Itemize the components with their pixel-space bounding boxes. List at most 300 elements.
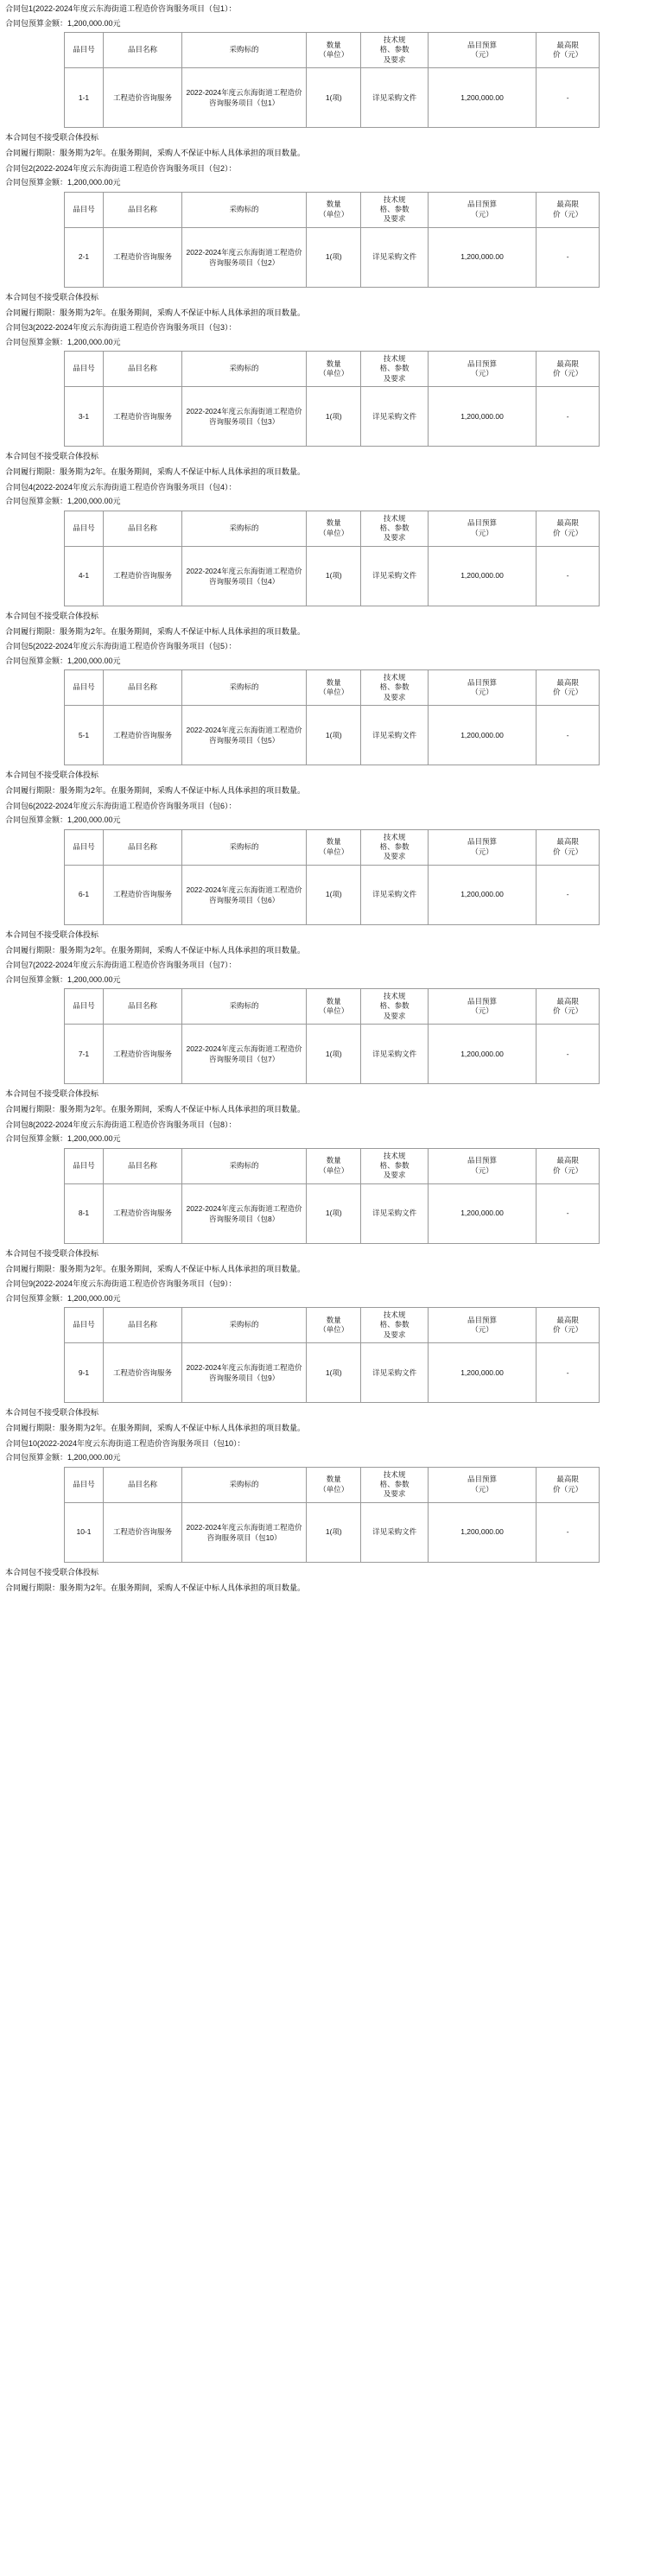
- cell-item-name: 工程造价咨询服务: [103, 706, 181, 765]
- col-subject: 采购标的: [182, 670, 307, 706]
- note-joint-bid: 本合同包不接受联合体投标: [5, 930, 99, 939]
- package-budget: 合同包预算金额：1,200,000.00元: [5, 815, 121, 824]
- col-cap: [537, 511, 600, 546]
- col-spec-l2: 格、参数: [379, 45, 410, 54]
- col-spec-l2: 格、参数: [379, 1001, 410, 1011]
- cell-item-no: 10-1: [65, 1502, 104, 1562]
- col-budget-l1: 品目预算: [467, 200, 498, 209]
- cell-cap: -: [537, 227, 600, 287]
- col-quantity-l1: 数量: [326, 358, 341, 368]
- cell-item-name: 工程造价咨询服务: [103, 387, 181, 447]
- cell-spec: 详见采购文件: [361, 1343, 428, 1403]
- col-item-no: 品目号: [65, 829, 104, 865]
- goods-table: [64, 1307, 600, 1403]
- col-budget-l2: （元）: [471, 528, 493, 537]
- cell-budget: 1,200,000.00: [428, 1502, 537, 1562]
- package-title: 合同包9(2022-2024年度云东海街道工程造价咨询服务项目（包9）：: [5, 1279, 237, 1288]
- goods-table: [64, 511, 600, 606]
- col-spec: [361, 670, 428, 706]
- col-quantity-l2: （单位）: [319, 1325, 349, 1335]
- cell-spec: 详见采购文件: [361, 387, 428, 447]
- table-header-row: [65, 989, 600, 1025]
- col-budget: [428, 989, 537, 1025]
- col-item-name: 品目名称: [103, 352, 181, 387]
- note-duration: 合同履行期限：服务期为2年。在服务期间，采购人不保证中标人具体承担的项目数量。: [5, 786, 306, 796]
- package-block: [5, 960, 649, 1116]
- cell-subject: [182, 1343, 307, 1403]
- col-cap-l2: 价（元）: [553, 50, 583, 60]
- col-spec-l3: 及要求: [383, 533, 406, 542]
- col-cap-l1: 最高限: [556, 518, 579, 528]
- col-item-name: 品目名称: [103, 670, 181, 706]
- cell-item-name: 工程造价咨询服务: [103, 1183, 181, 1243]
- goods-table: [64, 669, 600, 765]
- col-quantity-l2: （单位）: [319, 209, 349, 219]
- cell-item-name: 工程造价咨询服务: [103, 68, 181, 128]
- col-budget-l2: （元）: [471, 1325, 493, 1335]
- col-subject: 采购标的: [182, 1467, 307, 1502]
- cell-quantity: 1(项): [307, 706, 361, 765]
- cell-subject-text: 2022-2024年度云东海街道工程造价咨询服务项目（包3）: [186, 407, 302, 427]
- col-budget: [428, 33, 537, 68]
- col-quantity-l1: 数量: [326, 200, 341, 209]
- cell-subject: [182, 706, 307, 765]
- cell-quantity: 1(项): [307, 1343, 361, 1403]
- package-budget: 合同包预算金额：1,200,000.00元: [5, 18, 121, 28]
- col-budget: [428, 1467, 537, 1502]
- note-duration: 合同履行期限：服务期为2年。在服务期间，采购人不保证中标人具体承担的项目数量。: [5, 945, 306, 955]
- col-budget-l2: （元）: [471, 1484, 493, 1494]
- col-quantity-l2: （单位）: [319, 1165, 349, 1175]
- cell-subject: [182, 387, 307, 447]
- col-spec-l3: 及要求: [383, 1011, 406, 1020]
- cell-item-name: 工程造价咨询服务: [103, 546, 181, 606]
- col-cap-l2: 价（元）: [553, 369, 583, 378]
- package-block: [5, 1438, 649, 1595]
- col-item-name: 品目名称: [103, 1467, 181, 1502]
- col-cap: [537, 1308, 600, 1343]
- col-item-name: 品目名称: [103, 511, 181, 546]
- col-budget-l1: 品目预算: [467, 358, 498, 368]
- table-row: [65, 1183, 600, 1243]
- col-quantity: [307, 352, 361, 387]
- col-item-no: 品目号: [65, 1308, 104, 1343]
- col-budget-l1: 品目预算: [467, 837, 498, 847]
- note-joint-bid: 本合同包不接受联合体投标: [5, 1567, 99, 1577]
- cell-spec: 详见采购文件: [361, 227, 428, 287]
- col-budget: [428, 352, 537, 387]
- col-cap: [537, 33, 600, 68]
- note-joint-bid: 本合同包不接受联合体投标: [5, 611, 99, 620]
- table-header-row: [65, 1308, 600, 1343]
- cell-cap: -: [537, 1343, 600, 1403]
- cell-quantity: 1(项): [307, 68, 361, 128]
- cell-budget: 1,200,000.00: [428, 546, 537, 606]
- col-spec-l2: 格、参数: [379, 1320, 410, 1329]
- note-duration: 合同履行期限：服务期为2年。在服务期间，采购人不保证中标人具体承担的项目数量。: [5, 1424, 306, 1433]
- col-cap: [537, 192, 600, 227]
- goods-table: [64, 1467, 600, 1563]
- col-quantity-l2: （单位）: [319, 369, 349, 378]
- col-spec-l1: 技术规: [383, 513, 406, 523]
- package-title: 合同包2(2022-2024年度云东海街道工程造价咨询服务项目（包2）：: [5, 163, 237, 173]
- cell-subject-text: 2022-2024年度云东海街道工程造价咨询服务项目（包7）: [186, 1044, 302, 1064]
- table-row: [65, 387, 600, 447]
- cell-item-no: 4-1: [65, 546, 104, 606]
- table-header-row: [65, 352, 600, 387]
- col-cap-l2: 价（元）: [553, 688, 583, 697]
- col-cap: [537, 1467, 600, 1502]
- cell-subject-text: 2022-2024年度云东海街道工程造价咨询服务项目（包5）: [186, 726, 302, 746]
- col-cap-l1: 最高限: [556, 677, 579, 687]
- col-cap-l2: 价（元）: [553, 209, 583, 219]
- cell-cap: -: [537, 387, 600, 447]
- cell-item-name: 工程造价咨询服务: [103, 1025, 181, 1084]
- col-budget-l1: 品目预算: [467, 677, 498, 687]
- col-spec-l2: 格、参数: [379, 1479, 410, 1488]
- col-item-no: 品目号: [65, 1467, 104, 1502]
- col-subject: 采购标的: [182, 1148, 307, 1183]
- cell-cap: -: [537, 1502, 600, 1562]
- cell-cap: -: [537, 1025, 600, 1084]
- col-item-name: 品目名称: [103, 192, 181, 227]
- col-spec-l1: 技术规: [383, 35, 406, 44]
- col-quantity-l2: （单位）: [319, 528, 349, 537]
- package-budget: 合同包预算金额：1,200,000.00元: [5, 178, 121, 187]
- cell-quantity: 1(项): [307, 546, 361, 606]
- table-row: [65, 1502, 600, 1562]
- note-joint-bid: 本合同包不接受联合体投标: [5, 1248, 99, 1258]
- cell-subject-text: 2022-2024年度云东海街道工程造价咨询服务项目（包8）: [186, 1203, 302, 1223]
- col-item-no: 品目号: [65, 989, 104, 1025]
- note-duration: 合同履行期限：服务期为2年。在服务期间，采购人不保证中标人具体承担的项目数量。: [5, 1583, 306, 1592]
- col-cap-l1: 最高限: [556, 1475, 579, 1484]
- note-duration: 合同履行期限：服务期为2年。在服务期间，采购人不保证中标人具体承担的项目数量。: [5, 626, 306, 636]
- cell-item-no: 2-1: [65, 227, 104, 287]
- col-cap-l1: 最高限: [556, 200, 579, 209]
- col-spec-l3: 及要求: [383, 54, 406, 64]
- col-budget: [428, 511, 537, 546]
- table-header-row: [65, 192, 600, 227]
- col-subject: 采购标的: [182, 192, 307, 227]
- table-header-row: [65, 511, 600, 546]
- col-item-name: 品目名称: [103, 829, 181, 865]
- col-quantity: [307, 1148, 361, 1183]
- col-item-no: [65, 33, 104, 68]
- col-spec-l3: 及要求: [383, 692, 406, 701]
- col-budget-l1: 品目预算: [467, 996, 498, 1006]
- col-item-name: 品目名称: [103, 989, 181, 1025]
- col-spec-l1: 技术规: [383, 673, 406, 682]
- col-subject: 采购标的: [182, 989, 307, 1025]
- package-block: [5, 482, 649, 638]
- cell-cap: -: [537, 1183, 600, 1243]
- package-title: 合同包10(2022-2024年度云东海街道工程造价咨询服务项目（包10）：: [5, 1438, 245, 1448]
- col-spec-l1: 技术规: [383, 1469, 406, 1479]
- col-cap-l1: 最高限: [556, 40, 579, 49]
- package-budget: 合同包预算金额：1,200,000.00元: [5, 656, 121, 665]
- goods-table: [64, 192, 600, 288]
- cell-item-no: 5-1: [65, 706, 104, 765]
- col-spec-l1: 技术规: [383, 354, 406, 363]
- cell-quantity: 1(项): [307, 1025, 361, 1084]
- note-duration: 合同履行期限：服务期为2年。在服务期间，采购人不保证中标人具体承担的项目数量。: [5, 1105, 306, 1114]
- col-spec-l2: 格、参数: [379, 1160, 410, 1170]
- cell-spec: 详见采购文件: [361, 1025, 428, 1084]
- table-row: [65, 706, 600, 765]
- col-quantity-l2: （单位）: [319, 1006, 349, 1016]
- package-block: [5, 322, 649, 479]
- cell-item-name: 工程造价咨询服务: [103, 865, 181, 924]
- package-block: [5, 801, 649, 957]
- col-budget-l2: （元）: [471, 50, 493, 60]
- col-budget-l2: （元）: [471, 369, 493, 378]
- col-quantity: [307, 33, 361, 68]
- package-block: [5, 3, 649, 160]
- col-subject: 采购标的: [182, 511, 307, 546]
- col-quantity: [307, 511, 361, 546]
- package-block: [5, 163, 649, 320]
- col-item-no: 品目号: [65, 192, 104, 227]
- cell-quantity: 1(项): [307, 227, 361, 287]
- col-cap-l2: 价（元）: [553, 847, 583, 856]
- cell-subject: [182, 1502, 307, 1562]
- package-budget: 合同包预算金额：1,200,000.00元: [5, 1293, 121, 1303]
- package-title: 合同包1(2022-2024年度云东海街道工程造价咨询服务项目（包1）：: [5, 4, 237, 13]
- col-spec-l2: 格、参数: [379, 204, 410, 213]
- col-spec-l2: 格、参数: [379, 841, 410, 851]
- col-budget: [428, 1308, 537, 1343]
- col-quantity-l1: 数量: [326, 1475, 341, 1484]
- col-cap-l2: 价（元）: [553, 1006, 583, 1016]
- package-budget: 合同包预算金额：1,200,000.00元: [5, 337, 121, 346]
- col-spec: [361, 192, 428, 227]
- col-cap: [537, 829, 600, 865]
- col-subject: 采购标的: [182, 352, 307, 387]
- col-subject: 采购标的: [182, 829, 307, 865]
- goods-table: [64, 988, 600, 1084]
- col-spec: [361, 989, 428, 1025]
- table-row: [65, 227, 600, 287]
- cell-quantity: 1(项): [307, 387, 361, 447]
- col-cap-l1: 最高限: [556, 358, 579, 368]
- cell-subject-text: 2022-2024年度云东海街道工程造价咨询服务项目（包4）: [186, 566, 302, 586]
- cell-subject: [182, 68, 307, 128]
- col-spec-l2: 格、参数: [379, 364, 410, 373]
- col-budget: [428, 192, 537, 227]
- note-joint-bid: 本合同包不接受联合体投标: [5, 771, 99, 780]
- cell-cap: -: [537, 546, 600, 606]
- col-subject: 采购标的: [182, 33, 307, 68]
- table-header-row: [65, 33, 600, 68]
- cell-cap: -: [537, 706, 600, 765]
- col-spec-l1: 技术规: [383, 832, 406, 841]
- package-title: 合同包8(2022-2024年度云东海街道工程造价咨询服务项目（包8）：: [5, 1120, 237, 1129]
- col-item-no-label: 品目号: [73, 45, 95, 54]
- package-title: 合同包6(2022-2024年度云东海街道工程造价咨询服务项目（包6）：: [5, 801, 237, 810]
- col-budget: [428, 670, 537, 706]
- col-spec-l2: 格、参数: [379, 523, 410, 532]
- col-quantity-l1: 数量: [326, 677, 341, 687]
- col-item-name: 品目名称: [103, 1308, 181, 1343]
- col-spec-l2: 格、参数: [379, 682, 410, 692]
- col-budget-l1: 品目预算: [467, 1315, 498, 1324]
- cell-budget: 1,200,000.00: [428, 227, 537, 287]
- table-row: [65, 1343, 600, 1403]
- cell-spec: 详见采购文件: [361, 1183, 428, 1243]
- cell-spec: 详见采购文件: [361, 1502, 428, 1562]
- col-spec-l3: 及要求: [383, 1329, 406, 1339]
- col-quantity: [307, 1467, 361, 1502]
- col-budget-l1: 品目预算: [467, 518, 498, 528]
- package-budget: 合同包预算金额：1,200,000.00元: [5, 974, 121, 984]
- col-cap-l1: 最高限: [556, 996, 579, 1006]
- cell-spec: 详见采购文件: [361, 865, 428, 924]
- col-quantity: [307, 989, 361, 1025]
- cell-subject-text: 2022-2024年度云东海街道工程造价咨询服务项目（包6）: [186, 885, 302, 904]
- col-quantity-l2: （单位）: [319, 50, 349, 60]
- col-quantity-l1: 数量: [326, 1156, 341, 1165]
- col-quantity-l1: 数量: [326, 1315, 341, 1324]
- note-joint-bid: 本合同包不接受联合体投标: [5, 292, 99, 301]
- cell-subject: [182, 546, 307, 606]
- cell-item-no: 3-1: [65, 387, 104, 447]
- cell-cap: -: [537, 68, 600, 128]
- col-budget-l2: （元）: [471, 847, 493, 856]
- col-cap: [537, 670, 600, 706]
- package-block: [5, 1278, 649, 1435]
- goods-table: [64, 32, 600, 128]
- package-block: [5, 641, 649, 797]
- cell-item-no: 8-1: [65, 1183, 104, 1243]
- cell-subject-text: 2022-2024年度云东海街道工程造价咨询服务项目（包10）: [186, 1522, 302, 1542]
- note-joint-bid: 本合同包不接受联合体投标: [5, 133, 99, 143]
- col-spec-l3: 及要求: [383, 373, 406, 383]
- cell-spec: 详见采购文件: [361, 546, 428, 606]
- col-quantity: [307, 829, 361, 865]
- cell-quantity: 1(项): [307, 865, 361, 924]
- col-spec-l1: 技术规: [383, 1151, 406, 1160]
- table-header-row: [65, 829, 600, 865]
- package-budget: 合同包预算金额：1,200,000.00元: [5, 497, 121, 505]
- cell-item-no: 7-1: [65, 1025, 104, 1084]
- package-title: 合同包3(2022-2024年度云东海街道工程造价咨询服务项目（包3）：: [5, 323, 237, 332]
- cell-subject: [182, 1183, 307, 1243]
- cell-subject-text: 2022-2024年度云东海街道工程造价咨询服务项目（包2）: [186, 247, 302, 267]
- table-header-row: [65, 1148, 600, 1183]
- cell-budget: 1,200,000.00: [428, 387, 537, 447]
- col-spec: [361, 511, 428, 546]
- cell-budget: 1,200,000.00: [428, 1343, 537, 1403]
- col-item-no: 品目号: [65, 511, 104, 546]
- col-item-no: 品目号: [65, 670, 104, 706]
- table-row: [65, 1025, 600, 1084]
- col-quantity-l1: 数量: [326, 996, 341, 1006]
- note-joint-bid: 本合同包不接受联合体投标: [5, 1089, 99, 1099]
- col-cap-l2: 价（元）: [553, 528, 583, 537]
- col-budget: [428, 829, 537, 865]
- col-spec-l3: 及要求: [383, 1171, 406, 1180]
- package-block: [5, 1120, 649, 1276]
- col-quantity-l1: 数量: [326, 40, 341, 49]
- note-duration: 合同履行期限：服务期为2年。在服务期间，采购人不保证中标人具体承担的项目数量。: [5, 467, 306, 477]
- cell-budget: 1,200,000.00: [428, 706, 537, 765]
- col-quantity: [307, 192, 361, 227]
- col-spec: [361, 1467, 428, 1502]
- col-spec: [361, 33, 428, 68]
- package-budget: 合同包预算金额：1,200,000.00元: [5, 1453, 121, 1462]
- note-joint-bid: 本合同包不接受联合体投标: [5, 452, 99, 461]
- col-spec-l3: 及要求: [383, 1489, 406, 1499]
- col-quantity-l1: 数量: [326, 518, 341, 528]
- col-item-name: 品目名称: [103, 33, 181, 68]
- col-cap-l1: 最高限: [556, 1156, 579, 1165]
- package-budget: 合同包预算金额：1,200,000.00元: [5, 1134, 121, 1143]
- cell-item-no: 1-1: [65, 68, 104, 128]
- col-budget-l1: 品目预算: [467, 1475, 498, 1484]
- cell-quantity: 1(项): [307, 1183, 361, 1243]
- note-duration: 合同履行期限：服务期为2年。在服务期间，采购人不保证中标人具体承担的项目数量。: [5, 1264, 306, 1273]
- cell-subject: [182, 1025, 307, 1084]
- col-quantity-l2: （单位）: [319, 688, 349, 697]
- col-spec: [361, 829, 428, 865]
- col-quantity-l2: （单位）: [319, 847, 349, 856]
- col-spec-l3: 及要求: [383, 852, 406, 861]
- col-budget-l1: 品目预算: [467, 1156, 498, 1165]
- col-cap-l2: 价（元）: [553, 1165, 583, 1175]
- cell-item-name: 工程造价咨询服务: [103, 1343, 181, 1403]
- table-row: [65, 68, 600, 128]
- note-joint-bid: 本合同包不接受联合体投标: [5, 1408, 99, 1418]
- cell-spec: 详见采购文件: [361, 68, 428, 128]
- package-title: 合同包7(2022-2024年度云东海街道工程造价咨询服务项目（包7）：: [5, 961, 237, 969]
- col-budget-l2: （元）: [471, 1165, 493, 1175]
- col-quantity: [307, 670, 361, 706]
- col-budget-l2: （元）: [471, 688, 493, 697]
- col-cap: [537, 352, 600, 387]
- table-header-row: [65, 1467, 600, 1502]
- cell-subject-text: 2022-2024年度云东海街道工程造价咨询服务项目（包1）: [186, 88, 302, 108]
- col-spec-l1: 技术规: [383, 992, 406, 1000]
- col-cap-l2: 价（元）: [553, 1325, 583, 1335]
- cell-subject: [182, 865, 307, 924]
- cell-budget: 1,200,000.00: [428, 68, 537, 128]
- col-cap-l1: 最高限: [556, 837, 579, 847]
- col-item-no: 品目号: [65, 352, 104, 387]
- col-spec: [361, 1308, 428, 1343]
- cell-item-no: 6-1: [65, 865, 104, 924]
- col-spec: [361, 352, 428, 387]
- table-header-row: [65, 670, 600, 706]
- col-budget: [428, 1148, 537, 1183]
- goods-table: [64, 829, 600, 925]
- cell-budget: 1,200,000.00: [428, 1183, 537, 1243]
- note-duration: 合同履行期限：服务期为2年。在服务期间，采购人不保证中标人具体承担的项目数量。: [5, 149, 306, 158]
- col-subject: 采购标的: [182, 1308, 307, 1343]
- table-row: [65, 546, 600, 606]
- col-cap: [537, 989, 600, 1025]
- col-spec-l1: 技术规: [383, 1310, 406, 1319]
- col-quantity-l2: （单位）: [319, 1484, 349, 1494]
- package-title: 合同包4(2022-2024年度云东海街道工程造价咨询服务项目（包4）：: [5, 482, 237, 492]
- col-budget-l2: （元）: [471, 209, 493, 219]
- note-duration: 合同履行期限：服务期为2年。在服务期间，采购人不保证中标人具体承担的项目数量。: [5, 308, 306, 317]
- col-cap-l1: 最高限: [556, 1315, 579, 1324]
- col-item-no: 品目号: [65, 1148, 104, 1183]
- package-title: 合同包5(2022-2024年度云东海街道工程造价咨询服务项目（包5）：: [5, 642, 237, 650]
- cell-budget: 1,200,000.00: [428, 1025, 537, 1084]
- goods-table: [64, 1148, 600, 1244]
